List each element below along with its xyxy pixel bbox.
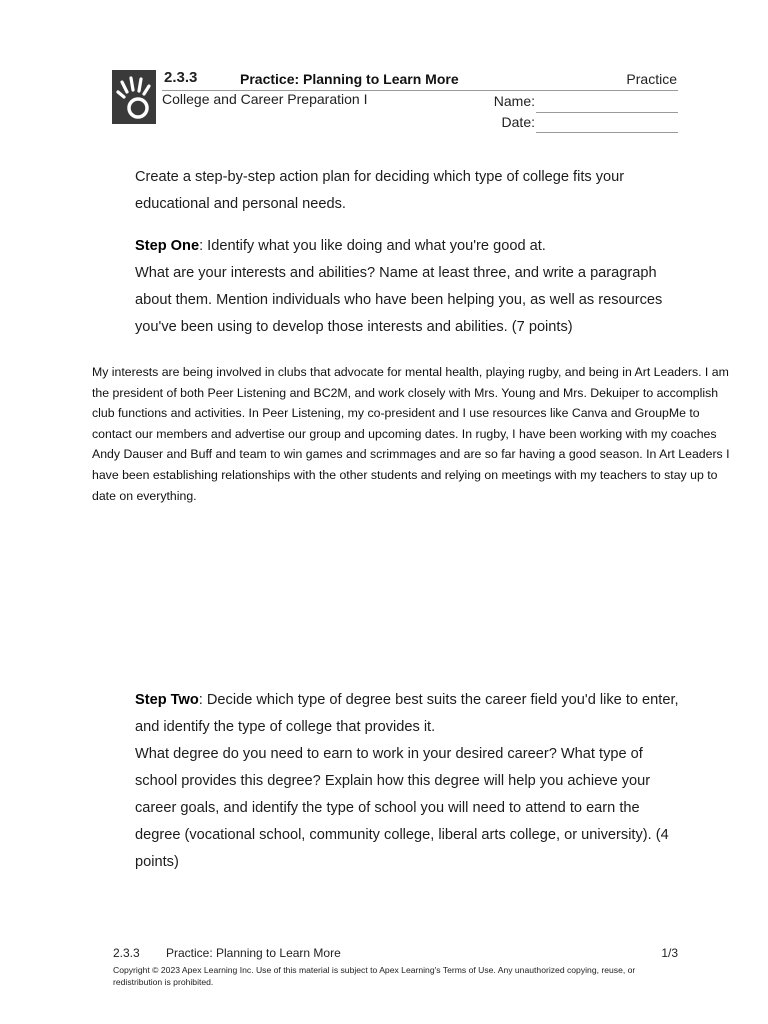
date-label: Date: — [501, 114, 535, 130]
step-two-text: : Decide which type of degree best suits the career field you'd like to enter, and identify the type of college that provides it. — [135, 692, 679, 735]
name-label: Name: — [493, 93, 535, 109]
step-two-heading — [135, 687, 680, 741]
footer-lesson-title: Practice: Planning to Learn More — [166, 946, 341, 960]
step-one-text: : Identify what you like doing and what you're good at. — [199, 238, 546, 254]
step-one-answer[interactable]: My interests are being involved in clubs that advocate for mental health, playing rugby, and being in Art Leaders. I am the president of both Peer Listening and BC2M, and work closely with Mrs. Young and Mrs. Dekuiper to accomplish club functions and activities. In Peer Listening, my co-president and I use resources like Canva and GroupMe to contact our members and advertise our group and upcoming dates. In rugby, I have been working with my coaches Andy Dauser and Buff and team to win games and scrimmages and are so far having a good season. In Art Leaders I have been establishing relationships with the other students and relying on meetings with my teachers to stay up to date on everything. — [92, 365, 730, 503]
activity-type: Practice — [626, 71, 677, 87]
apex-logo-icon — [112, 70, 156, 124]
instructions: Create a step-by-step action plan for deciding which type of college fits your educational and personal needs. — [135, 169, 625, 212]
copyright-notice: Copyright © 2023 Apex Learning Inc. Use of this material is subject to Apex Learning's Terms of Use. Any unauthorized copying, reuse, or redistribution is prohibited. — [113, 965, 636, 987]
course-name: College and Career Preparation I — [162, 91, 368, 107]
step-one-label: Step One — [135, 238, 200, 254]
name-field[interactable] — [536, 112, 678, 113]
page-number: 1/3 — [661, 946, 678, 960]
step-two-label: Step Two — [135, 692, 199, 708]
date-field[interactable] — [536, 132, 678, 133]
footer-lesson-number: 2.3.3 — [113, 946, 140, 960]
lesson-number: 2.3.3 — [164, 69, 198, 86]
lesson-title: Practice: Planning to Learn More — [240, 71, 459, 87]
step-one-heading — [135, 233, 680, 260]
step-one-prompt — [135, 233, 680, 341]
step-two-question: What degree do you need to earn to work in your desired career? What type of school provides this degree? Explain how this degree will help you achieve your career goals, and identify the type of school you will need to attend to earn the degree (vocational school, community college, liberal arts college, or university). (4 points) — [135, 746, 669, 870]
step-two-prompt — [135, 687, 680, 876]
step-one-question: What are your interests and abilities? Name at least three, and write a paragraph about them. Mention individuals who have been helping you, as well as resources you've been using to develop those interests and abilities. (7 points) — [135, 265, 663, 335]
